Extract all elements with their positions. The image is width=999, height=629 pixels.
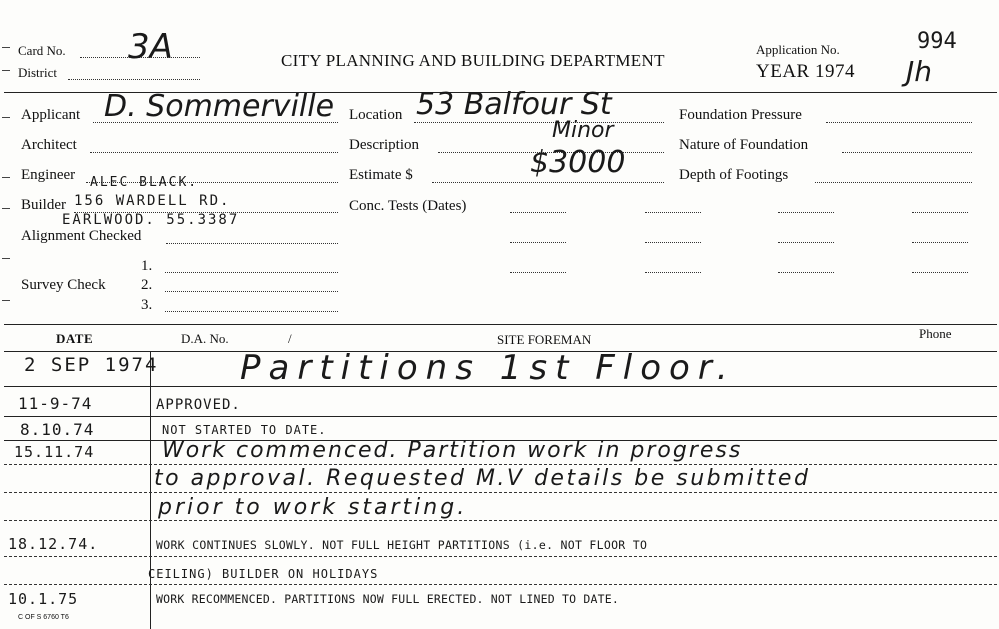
edge-mark (2, 47, 10, 48)
log-row-line (4, 492, 997, 493)
department-title: CITY PLANNING AND BUILDING DEPARTMENT (281, 51, 665, 70)
conc-line (510, 272, 566, 273)
log-row-line (4, 584, 997, 585)
log-row-4-text-line-1: Work commenced. Partition work in progress (162, 438, 743, 463)
conc-line (645, 212, 701, 213)
card-no-value: 3A (128, 27, 173, 67)
conc-line (778, 242, 834, 243)
log-row-5-text-line-2: CEILING) BUILDER ON HOLIDAYS (148, 567, 379, 581)
estimate-value: $3000 (530, 145, 626, 180)
builder-label: Builder (21, 197, 66, 213)
log-row-6-text: WORK RECOMMENCED. PARTITIONS NOW FULL ERECTED. NOT LINED TO DATE. (156, 592, 620, 606)
edge-mark (2, 300, 10, 301)
conc-tests-label: Conc. Tests (Dates) (349, 198, 467, 214)
conc-line (778, 272, 834, 273)
log-row-3-date: 8.10.74 (20, 420, 95, 439)
log-row-2-date: 11-9-74 (18, 394, 93, 413)
nature-foundation-label: Nature of Foundation (679, 137, 809, 153)
architect-line (90, 152, 338, 153)
log-header-da-no: D.A. No. (181, 331, 229, 346)
conc-line (645, 272, 701, 273)
conc-line (778, 212, 834, 213)
description-label: Description (349, 137, 419, 153)
log-row-4-text-line-2: to approval. Requested M.V details be submitted (154, 466, 811, 491)
log-top-border (4, 324, 997, 325)
log-row-line (4, 556, 997, 557)
edge-mark (2, 177, 10, 178)
conc-line (510, 212, 566, 213)
survey-2-label: 2. (141, 277, 153, 293)
log-header-slash: / (288, 331, 292, 346)
log-row-line (4, 520, 997, 521)
builder-address: 156 WARDELL RD. (74, 193, 231, 209)
location-label: Location (349, 107, 403, 123)
initials: Jh (906, 55, 933, 88)
survey-1-label: 1. (141, 258, 153, 274)
form-code: C OF S 6760 T6 (18, 614, 69, 621)
edge-mark (2, 70, 10, 71)
applicant-value: D. Sommerville (104, 89, 335, 124)
survey-2-line (165, 291, 338, 292)
alignment-line (166, 243, 338, 244)
survey-1-line (165, 272, 338, 273)
nature-foundation-line (842, 152, 972, 153)
log-row-5-date: 18.12.74. (8, 535, 99, 553)
application-no-label: Application No. (756, 42, 840, 57)
conc-line (912, 242, 968, 243)
alignment-checked-label: Alignment Checked (21, 228, 142, 244)
log-row-5-text-line-1: WORK CONTINUES SLOWLY. NOT FULL HEIGHT PARTITIONS (i.e. NOT FLOOR TO (156, 538, 648, 552)
survey-3-label: 3. (141, 297, 153, 313)
conc-line (645, 242, 701, 243)
log-row-6-date: 10.1.75 (8, 590, 79, 608)
description-value: Minor (552, 118, 614, 143)
district-label: District (18, 65, 57, 80)
year-label: YEAR 1974 (756, 61, 855, 82)
log-row-4-date: 15.11.74 (14, 443, 95, 461)
log-row-3-text: NOT STARTED TO DATE. (162, 423, 327, 437)
log-row-2-text: APPROVED. (156, 397, 241, 413)
application-no-value: 994 (917, 29, 957, 54)
log-row-line (4, 416, 997, 417)
applicant-label: Applicant (21, 107, 81, 123)
log-date-column-divider (150, 351, 151, 629)
log-row-1-text: Partitions 1st Floor. (240, 348, 736, 388)
log-row-1-date: 2 SEP 1974 (24, 354, 159, 376)
survey-check-label: Survey Check (21, 277, 106, 293)
estimate-line (432, 182, 664, 183)
depth-footings-line (815, 182, 972, 183)
card-no-label: Card No. (18, 43, 66, 58)
log-header-site-foreman: SITE FOREMAN (497, 332, 592, 347)
log-row-line (4, 464, 997, 465)
log-header-phone: Phone (919, 326, 952, 341)
builder-suburb-phone: EARLWOOD. 55.3387 (62, 212, 240, 228)
log-row-4-text-line-3: prior to work starting. (158, 495, 468, 520)
district-line (68, 79, 200, 80)
engineer-label: Engineer (21, 167, 76, 183)
foundation-pressure-line (826, 122, 972, 123)
edge-mark (2, 208, 10, 209)
edge-mark (2, 117, 10, 118)
location-value: 53 Balfour St (416, 87, 612, 122)
conc-line (912, 212, 968, 213)
conc-line (912, 272, 968, 273)
location-line (414, 122, 664, 123)
edge-mark (2, 258, 10, 259)
estimate-label: Estimate $ (349, 167, 413, 183)
depth-footings-label: Depth of Footings (679, 167, 789, 183)
log-header-date: DATE (56, 331, 94, 346)
survey-3-line (165, 311, 338, 312)
conc-line (510, 242, 566, 243)
foundation-pressure-label: Foundation Pressure (679, 107, 802, 123)
architect-label: Architect (21, 137, 77, 153)
builder-name: ALEC BLACK. (90, 175, 199, 190)
